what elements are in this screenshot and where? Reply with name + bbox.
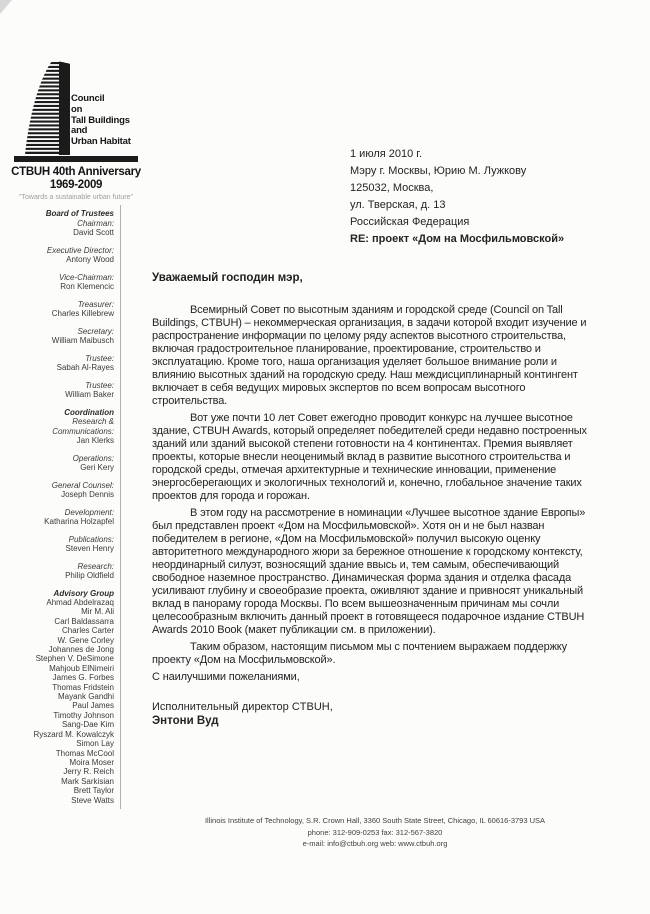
org-name-line: and: [71, 125, 88, 137]
advisory-member-name: Simon Lay: [76, 739, 114, 749]
letter-paragraph: Вот уже почти 10 лет Совет ежегодно проводит конкурс на лучшее высотное здание, CTBUH Awards, который определяет победителей среди недавно построенных зданий или зданий высокой степени готовности на 4 континентах. Премия выявляет проекты, которые внесли неоценимый вклад в развитие высотного строительства и городской среды, отмечая архитектурные и технические инновации, применение энергосберегающих и экологичных технологий и, конечно, глобальное значение таких проектов для города и горожан.: [152, 412, 587, 502]
roster-role-label: Trustee:: [85, 380, 114, 390]
advisory-member-name: Ahmad Abdelrazaq: [46, 598, 114, 607]
roster-group: [6, 562, 114, 581]
vertical-rule: [120, 205, 121, 809]
anniversary-line-1: CTBUH 40th Anniversary: [11, 166, 141, 178]
signoff-title: Исполнительный директор CTBUH,: [152, 701, 333, 713]
org-name: [71, 94, 151, 148]
footer-address: Illinois Institute of Technology, S.R. Crown Hall, 3360 South State Street, Chicago, IL 60616-3793 USA: [204, 816, 546, 825]
signoff-block: [152, 700, 590, 728]
roster-group: [6, 535, 114, 554]
advisory-member-name: Sang-Dae Kim: [61, 720, 114, 730]
roster-group: [6, 454, 114, 473]
roster-group: [6, 408, 114, 446]
scan-corner-artifact: [0, 0, 12, 14]
advisory-member-name: Moira Moser: [69, 757, 114, 767]
advisory-member-name: Mahjoub ElNimeiri: [49, 663, 114, 673]
anniversary-line-2: 1969-2009: [49, 178, 103, 191]
footer-phone-fax: phone: 312-909-0253 fax: 312-567-3820: [307, 827, 443, 837]
roster-person-name: Jan Klerks: [76, 436, 114, 445]
anniversary-title: [4, 166, 148, 191]
roster-person-name: Antony Wood: [66, 255, 114, 264]
roster-role-label: Research:: [77, 561, 114, 571]
roster-role-label: Communications:: [52, 426, 114, 436]
letter-body: [152, 296, 590, 728]
org-name-line: Council: [71, 93, 105, 104]
roster-person-name: David Scott: [73, 228, 114, 237]
roster-role-label: Research &: [72, 417, 114, 426]
recipient-address-line: 125032, Москва,: [350, 182, 434, 194]
recipient-address-line: Российская Федерация: [350, 216, 470, 228]
roster-person-name: Katharina Holzapfel: [44, 517, 114, 526]
roster-role-label: Trustee:: [85, 353, 114, 363]
advisory-member-name: W. Gene Corley: [57, 635, 114, 645]
roster-role-label: Secretary:: [77, 326, 114, 336]
advisory-member-name: Paul James: [72, 701, 114, 711]
letterhead-divider-bar: [14, 156, 138, 162]
advisory-group-heading: Advisory Group: [53, 588, 114, 598]
roster-group-heading: Board of Trustees: [45, 209, 114, 218]
advisory-member-name: Brett Taylor: [73, 786, 114, 796]
letter-date: 1 июля 2010 г.: [350, 148, 423, 160]
roster-group-heading: Coordination: [64, 407, 114, 417]
roster-role-label: Chairman:: [77, 218, 114, 228]
roster-role-label: Treasurer:: [77, 299, 114, 309]
roster-group: [6, 508, 114, 527]
roster-group: [6, 327, 114, 346]
signoff-name: Энтони Вуд: [152, 715, 219, 727]
roster-person-name: Sabah Al-Rayes: [56, 363, 114, 372]
roster-person-name: Joseph Dennis: [61, 490, 114, 499]
advisory-member-name: Timothy Johnson: [53, 710, 114, 720]
advisory-member-name: Mark Sarkisian: [61, 776, 114, 786]
letter-paragraph: Таким образом, настоящим письмом мы с почтением выражаем поддержку проекту «Дом на Мосфильмовской».: [152, 641, 567, 666]
letter-paragraph: В этом году на рассмотрение в номинации «Лучшее высотное здание Европы» был представлен проект «Дом на Мосфильмовской». Хотя он и не был назван победителем в регионе, «Дом на Мосфильмовской» получил высокую оценку авторитетного международного жюри за бережное отношение к городскому контексту, неординарный силуэт, возносящий здание ввысь и, тем самым, обеспечивающий свободное наземное пространство. Динамическая форма здания и отделка фасада усиливают глубину и своеобразие проекта, оживляют здание и привносят уникальный вклад в панораму города Москвы. По всем вышеозначенным причинам мы сочли целесообразным включить данный проект в готовящееся подарочное издание CTBUH Awards 2010 Book (макет публикации см. в приложении).: [152, 507, 586, 636]
advisory-member-name: Charles Carter: [61, 626, 114, 636]
org-name-line: on: [71, 103, 83, 115]
roster-role-label: Development:: [64, 507, 114, 517]
advisory-member-name: Ryszard M. Kowalczyk: [33, 729, 114, 739]
advisory-member-name: James G. Forbes: [52, 673, 114, 683]
advisory-member-name: Steve Watts: [71, 795, 114, 805]
advisory-member-name: Thomas Fridstein: [52, 682, 114, 692]
roster-role-label: General Counsel:: [51, 480, 114, 490]
advisory-member-name: Mir M. Ali: [81, 607, 114, 617]
advisory-member-name: Carl Baldassarra: [54, 616, 114, 626]
recipient-address-line: ул. Тверская, д. 13: [350, 199, 446, 211]
footer-email-web: e-mail: info@ctbuh.org web: www.ctbuh.org: [302, 839, 448, 848]
advisory-member-name: Stephen V. DeSimone: [35, 654, 114, 664]
letter-header: [350, 146, 564, 248]
advisory-member-name: Johannes de Jong: [48, 645, 114, 655]
roster-person-name: Charles Killebrew: [51, 309, 114, 318]
roster-person-name: Ron Klemencic: [60, 282, 114, 291]
advisory-member-name: Jerry R. Reich: [63, 767, 114, 777]
roster-person-name: Philip Oldfield: [65, 571, 114, 580]
roster-group: [6, 273, 114, 292]
letter-paragraph: Всемирный Совет по высотным зданиям и городской среде (Council on Tall Buildings, CTBUH) – некоммерческая организация, в задачи которой входит изучение и распространение информации по целому ряду аспектов высотного строительства, включая градостроительное планирование, проектирование, строительство и эксплуатацию. Кроме того, наша организация уделяет большое внимание роли и влиянию высотных зданий на городскую среду. Наш междисциплинарный контингент включает в себя ведущих мировых экспертов по всем вопросам высотного строительства.: [152, 304, 587, 407]
roster-role-label: Vice-Chairman:: [59, 272, 114, 282]
roster-person-name: Steven Henry: [65, 544, 114, 553]
roster-group: [6, 381, 114, 400]
roster-person-name: Geri Kery: [80, 463, 114, 472]
roster-group: [6, 300, 114, 319]
subject-re-line: RE: проект «Дом на Мосфильмовской»: [350, 233, 565, 245]
roster-role-label: Executive Director:: [46, 245, 114, 255]
roster-group: [6, 354, 114, 373]
footer-contact-block: [150, 815, 600, 850]
brand-tagline: "Towards a sustainable urban future": [19, 194, 133, 201]
roster-person-name: William Maibusch: [51, 336, 114, 345]
roster-group: [6, 209, 114, 238]
roster-person-name: William Baker: [65, 390, 114, 399]
roster-role-label: Publications:: [68, 534, 114, 544]
board-roster-sidebar: [6, 209, 114, 813]
org-name-line: Urban Habitat: [71, 136, 131, 148]
recipient-address-line: Мэру г. Москвы, Юрию М. Лужкову: [350, 165, 527, 177]
advisory-group: [6, 589, 114, 805]
roster-group: [6, 481, 114, 500]
salutation: Уважаемый господин мэр,: [152, 272, 303, 284]
closing-line: С наилучшими пожеланиями,: [152, 671, 300, 683]
roster-role-label: Operations:: [72, 453, 114, 463]
org-name-line: Tall Buildings: [71, 114, 130, 126]
roster-group: [6, 246, 114, 265]
advisory-member-name: Thomas McCool: [55, 748, 114, 758]
advisory-member-name: Mayank Gandhi: [57, 692, 114, 702]
ctbuh-tower-logo-icon: [24, 61, 70, 155]
